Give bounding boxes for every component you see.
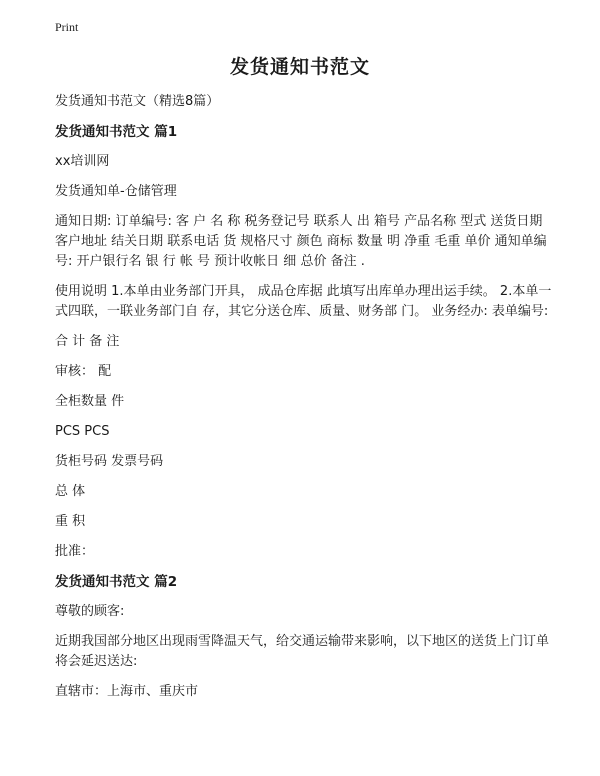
paragraph: 直辖市：上海市、重庆市	[55, 684, 199, 699]
print-label: Print	[55, 20, 79, 34]
document-title: 发货通知书范文	[229, 56, 370, 78]
paragraph: 全柜数量 件	[55, 394, 125, 409]
paragraph: 货柜号码 发票号码	[55, 454, 164, 469]
paragraph: 批准：	[55, 544, 95, 559]
paragraph: 通知日期: 订单编号: 客 户 名 称 税务登记号 联系人 出 箱号 产品名称 型式 送货日期 客户地址 结关日期 联系电话 货 规格尺寸 颜色 商标 数量 明 净重 毛重 单价 通知单编号: 开户银行名 银 行 帐 号 预计收帐日 细 总价 备注 .	[55, 214, 547, 269]
paragraph: 重 积	[55, 514, 86, 529]
section-heading: 发货通知书范文 篇1	[55, 124, 178, 140]
document-subtitle: 发货通知书范文（精选8篇）	[55, 94, 220, 109]
document-body	[55, 92, 555, 712]
paragraph: PCS PCS	[55, 424, 110, 439]
paragraph: 使用说明 1.本单由业务部门开具， 成品仓库据 此填写出库单办理出运手续。 2.本单一式四联，一联业务部门自 存，其它分送仓库、质量、财务部 门。 业务经办: 表单编号:	[55, 284, 552, 319]
paragraph: 总 体	[55, 484, 86, 499]
paragraph: 发货通知单-仓储管理	[55, 184, 177, 199]
paragraph: 尊敬的顾客:	[55, 604, 125, 619]
section-heading: 发货通知书范文 篇2	[55, 574, 178, 590]
paragraph: xx培训网	[55, 154, 110, 169]
paragraph: 合 计 备 注	[55, 334, 120, 349]
paragraph: 近期我国部分地区出现雨雪降温天气，给交通运输带来影响，以下地区的送货上门订单将会延迟送达:	[55, 634, 550, 669]
paragraph: 审核： 配	[55, 364, 112, 379]
